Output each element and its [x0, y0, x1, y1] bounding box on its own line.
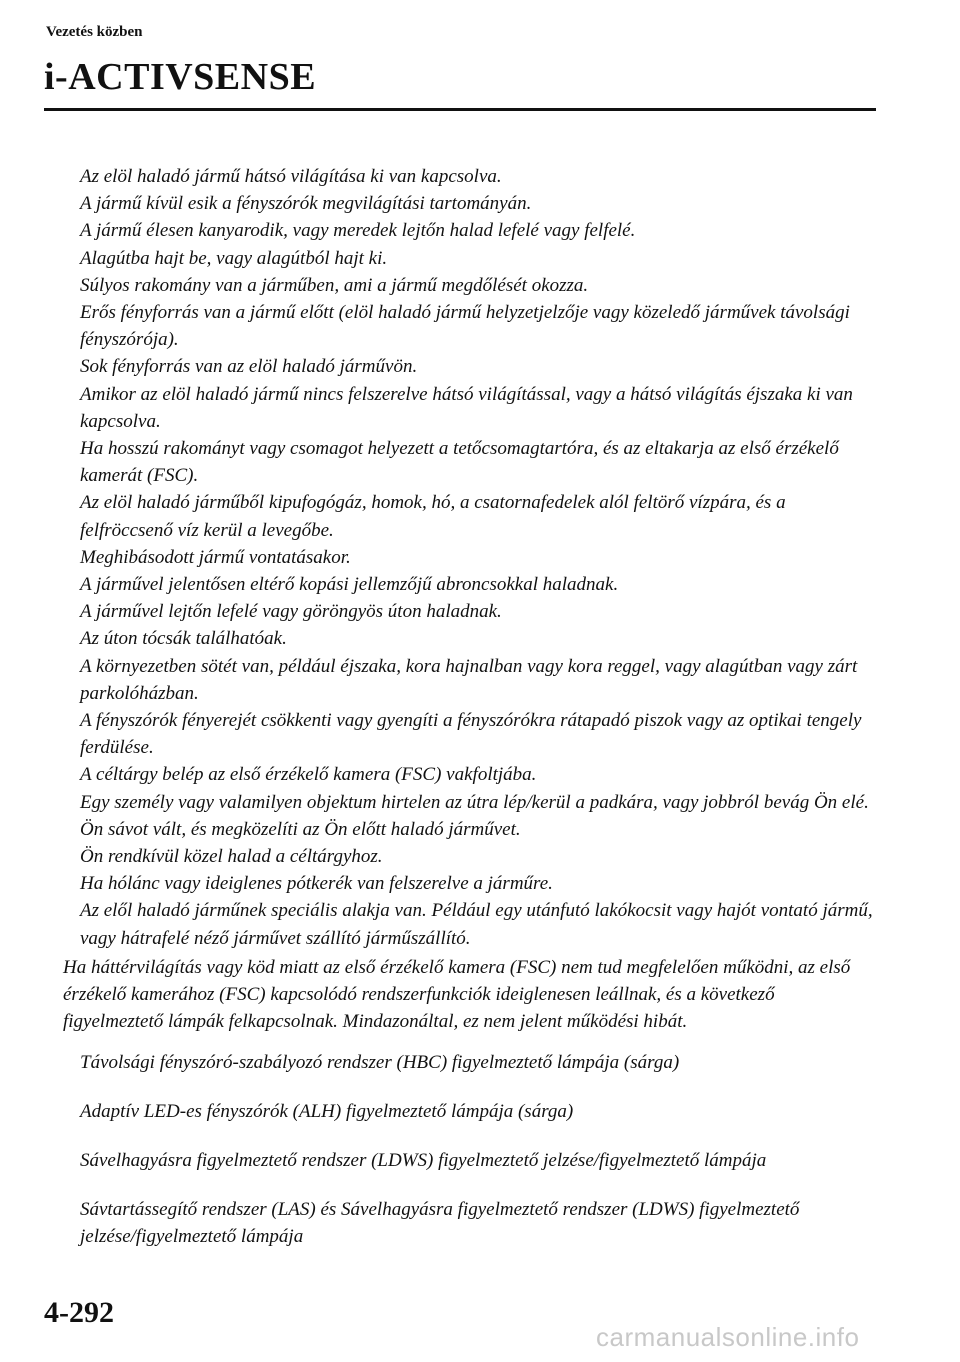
list-item [0, 299, 880, 353]
list-item [0, 761, 880, 788]
item-text: Az elöl haladó jármű hátsó világítása ki van kapcsolva. [80, 166, 502, 187]
list-item [0, 843, 880, 870]
list-item [0, 353, 880, 380]
list-item [0, 870, 880, 897]
main-list-item [0, 954, 873, 1036]
list-item [0, 625, 880, 652]
item-text: Alagútba hajt be, vagy alagútból hajt ki. [80, 247, 388, 269]
item-text: Amikor az elöl haladó jármű nincs felszerelve hátsó világítással, vagy a hátsó világítás éjszaka ki van kapcsolva. [80, 383, 853, 432]
list-item [0, 571, 880, 598]
list-item [0, 190, 880, 217]
list-item [0, 1049, 880, 1076]
list-item [0, 707, 880, 761]
list-item [0, 544, 880, 571]
item-text: A jármű kívül esik a fényszórók megvilágítási tartományán. [80, 193, 532, 215]
title-rule [44, 108, 876, 111]
list-item [0, 598, 880, 625]
list-item [0, 1098, 880, 1125]
item-text: Távolsági fényszóró-szabályozó rendszer (HBC) figyelmeztető lámpája (sárga) [80, 1051, 680, 1073]
item-text: A járművel lejtőn lefelé vagy göröngyös úton haladnak. [80, 601, 502, 623]
warning-lamp-list [0, 1049, 960, 1251]
list-item [0, 789, 880, 816]
item-text: Ön rendkívül közel halad a céltárgyhoz. [80, 846, 383, 868]
list-item [0, 489, 880, 543]
list-item [0, 1147, 880, 1174]
item-text: Súlyos rakomány van a járműben, ami a jármű megdőlését okozza. [80, 274, 589, 296]
item-text: A céltárgy belép az első érzékelő kamera (FSC) vakfoltjába. [80, 764, 537, 786]
item-text: Sávtartássegítő rendszer (LAS) és Sávelhagyásra figyelmeztető rendszer (LDWS) figyelmeztető jelzése/figyelmeztető lámpája [80, 1199, 800, 1248]
list-item [0, 163, 880, 190]
item-text: Meghibásodott jármű vontatásakor. [80, 546, 351, 568]
item-text: Az elől haladó járműnek speciális alakja van. Például egy utánfutó lakókocsit vagy hajót vontató jármű, vagy hátrafelé néző járművet szállító járműszállító. [80, 900, 873, 949]
item-text: A környezetben sötét van, például éjszaka, kora hajnalban vagy kora reggel, vagy alagútban vagy zárt parkolóházban. [80, 655, 858, 704]
item-text: Sávelhagyásra figyelmeztető rendszer (LDWS) figyelmeztető jelzése/figyelmeztető lámpája [80, 1149, 767, 1171]
list-item [0, 272, 880, 299]
list-item [0, 435, 880, 489]
item-text: Az elöl haladó járműből kipufogógáz, homok, hó, a csatornafedelek alól feltörő vízpára, és a felfröccsenő víz kerül a levegőbe. [80, 492, 786, 541]
list-item [0, 217, 880, 244]
list-item [0, 653, 880, 707]
item-text: Ön sávot vált, és megközelíti az Ön előtt haladó járművet. [80, 818, 521, 840]
list-item [0, 816, 880, 843]
item-text: Ha háttérvilágítás vagy köd miatt az első érzékelő kamera (FSC) nem tud megfelelően működni, az első érzékelő kamerához (FSC) kapcsolódó rendszerfunkciók ideiglenesen leállnak, és a következő figyelmeztető lámpák felkapcsolnak. Mindazonáltal, ez nem jelent működési hibát. [63, 956, 851, 1033]
item-text: Ha hosszú rakományt vagy csomagot helyezett a tetőcsomagtartóra, és az eltakarja az első érzékelő kamerát (FSC). [80, 438, 839, 487]
item-text: Egy személy vagy valamilyen objektum hirtelen az útra lép/kerül a padkára, vagy jobbról bevág Ön elé. [80, 791, 869, 813]
item-text: Ha hólánc vagy ideiglenes pótkerék van felszerelve a járműre. [80, 873, 553, 895]
item-text: A jármű élesen kanyarodik, vagy meredek lejtőn halad lefelé vagy felfelé. [80, 220, 636, 242]
list-item [0, 1196, 880, 1250]
list-item [0, 245, 880, 272]
section-label: Vezetés közben [46, 24, 143, 40]
content [0, 163, 960, 1251]
item-text: A járművel jelentősen eltérő kopási jellemzőjű abroncsokkal haladnak. [80, 574, 619, 596]
list-item [0, 897, 880, 951]
page-number: 4-292 [44, 1296, 114, 1329]
page-title: i-ACTIVSENSE [44, 56, 317, 98]
item-text: Sok fényforrás van az elöl haladó járművön. [80, 356, 418, 378]
item-text: A fényszórók fényerejét csökkenti vagy gyengíti a fényszórókra rátapadó piszok vagy az optikai tengely ferdülése. [80, 710, 862, 759]
item-text: Adaptív LED-es fényszórók (ALH) figyelmeztető lámpája (sárga) [80, 1100, 574, 1122]
list-item [0, 381, 880, 435]
sub-list [0, 163, 960, 952]
item-text: Az úton tócsák találhatóak. [80, 628, 287, 650]
watermark: carmanualsonline.info [596, 1322, 860, 1352]
item-text: Erős fényforrás van a jármű előtt (elöl haladó jármű helyzetjelzője vagy közeledő járművek távolsági fényszórója). [80, 302, 850, 351]
